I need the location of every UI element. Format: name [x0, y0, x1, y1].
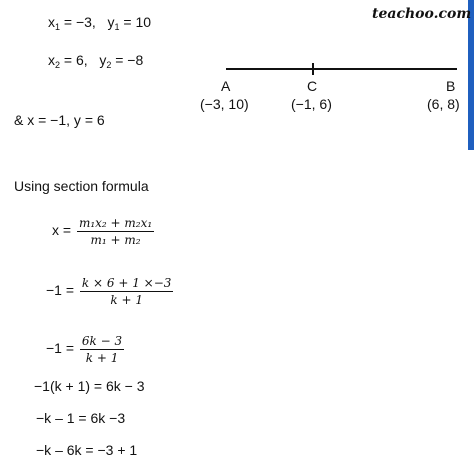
fraction-3: $\frac{6k - 3}{k + 1}$	[81, 334, 123, 365]
point-b-label: B	[446, 78, 456, 94]
step-2: −1 = $\frac{k \times 6 + 1 \times-3}{k + 1}$	[46, 276, 172, 307]
fraction-2: $\frac{k \times 6 + 1 \times-3}{k + 1}$	[81, 276, 172, 307]
given-line-3: & x = −1, y = 6	[14, 112, 105, 128]
step-6: −k – 6k = −3 + 1	[36, 442, 138, 458]
section-heading: Using section formula	[14, 178, 149, 194]
point-c-coords: (−1, 6)	[291, 96, 332, 112]
given-line-2: $x_2 = 6$, $y_2 = -8$	[48, 52, 144, 70]
point-a-label: A	[221, 78, 231, 94]
step-1: x = $\frac{\text{m₁x₂ + m₂x₁}}{\text{m₁ + m₂}}$	[52, 216, 153, 247]
brand-logo: teachoo.com	[372, 6, 472, 22]
step-3: −1 = $\frac{6k - 3}{k + 1}$	[46, 334, 123, 365]
step-4: −1(k + 1) = 6k − 3	[34, 378, 145, 394]
point-a-coords: (−3, 10)	[200, 96, 249, 112]
step-5: −k – 1 = 6k −3	[36, 410, 126, 426]
point-b-coords: (6, 8)	[427, 96, 460, 112]
point-c-label: C	[307, 78, 318, 94]
given-line-1: $x_1 = -3$, $y_1 = 10$	[48, 14, 152, 32]
fraction-1: $\frac{\text{m₁x₂ + m₂x₁}}{\text{m₁ + m₂}}$	[78, 216, 153, 247]
